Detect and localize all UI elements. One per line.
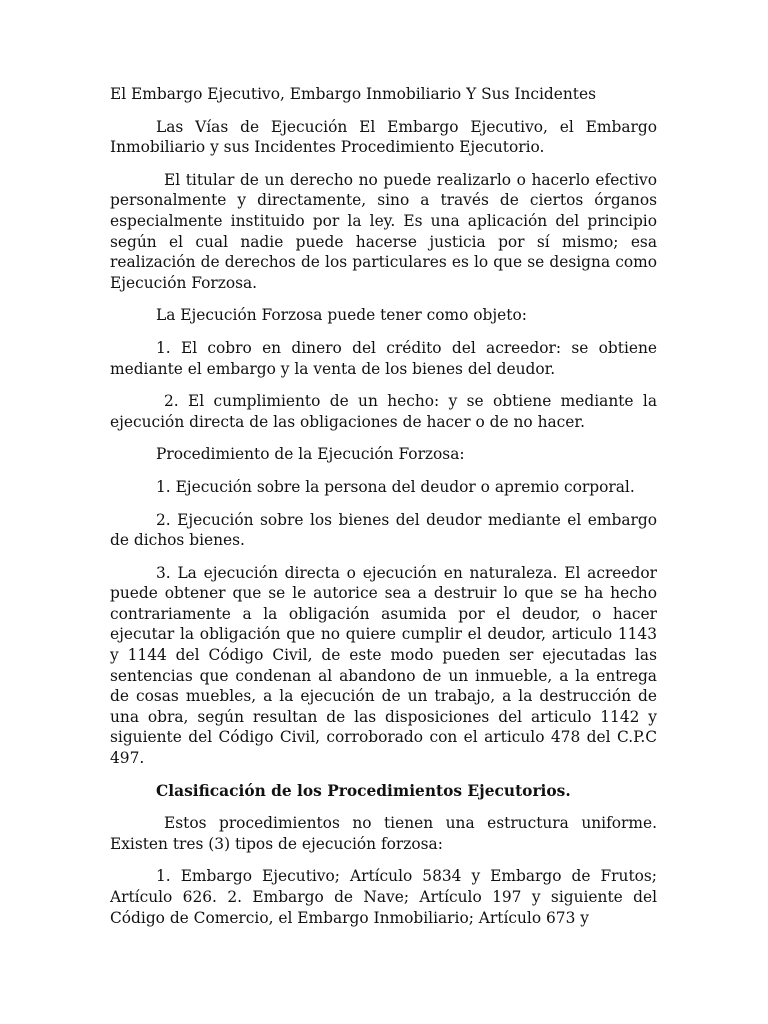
document-page [110,84,657,940]
list-item-persona: 1. Ejecución sobre la persona del deudor o apremio corporal. [156,477,635,496]
list-item-directa: 3. La ejecución directa o ejecución en naturaleza. El acreedor puede obtener que se le autorice sea a destruir lo que se ha hecho contrariamente a la obligación asumida por el deudor, o hacer ejecutar la obligación que no quiere cumplir el deudor, articulo 1143 y 1144 del Código Civil, de este modo pueden ser ejecutadas las sentencias que condenan al abandono de un inmueble, a la entrega de cosas muebles, a la ejecución de un trabajo, a la destrucción de una obra, según resultan de las disposiciones del articulo 1142 y siguiente del Código Civil, corroborado con el articulo 478 del C.P.C 497. [110,563,657,768]
paragraph-procedimiento: Procedimiento de la Ejecución Forzosa: [156,445,465,464]
paragraph-estructura: Estos procedimientos no tienen una estructura uniforme. Existen tres (3) tipos de ejecución forzosa: [110,814,657,853]
section-heading-clasificacion: Clasificación de los Procedimientos Ejecutorios. [156,781,571,800]
list-item-cobro: 1. El cobro en dinero del crédito del acreedor: se obtiene mediante el embargo y la venta de los bienes del deudor. [110,338,657,378]
list-item-embargos: 1. Embargo Ejecutivo; Artículo 5834 y Embargo de Frutos; Artículo 626. 2. Embargo de Nave; Artículo 197 y siguiente del Código de Comercio, el Embargo Inmobiliario; Artículo 673 y [110,867,657,927]
paragraph-titular: El titular de un derecho no puede realizarlo o hacerlo efectivo personalmente y directamente, sino a través de ciertos órganos especialmente instituido por la ley. Es una aplicación del principio según el cual nadie puede hacerse justicia por sí mismo; esa realización de derechos de los particulares es lo que se designa como Ejecución Forzosa. [110,170,657,292]
paragraph-objeto: La Ejecución Forzosa puede tener como objeto: [156,306,527,325]
list-item-bienes: 2. Ejecución sobre los bienes del deudor mediante el embargo de dichos bienes. [110,510,657,550]
paragraph-intro: Las Vías de Ejecución El Embargo Ejecutivo, el Embargo Inmobiliario y sus Incidentes Procedimiento Ejecutorio. [110,117,657,157]
list-item-cumplimiento: 2. El cumplimiento de un hecho: y se obtiene mediante la ejecución directa de las obligaciones de hacer o de no hacer. [110,392,657,431]
document-title: El Embargo Ejecutivo, Embargo Inmobiliario Y Sus Incidentes [110,85,596,103]
